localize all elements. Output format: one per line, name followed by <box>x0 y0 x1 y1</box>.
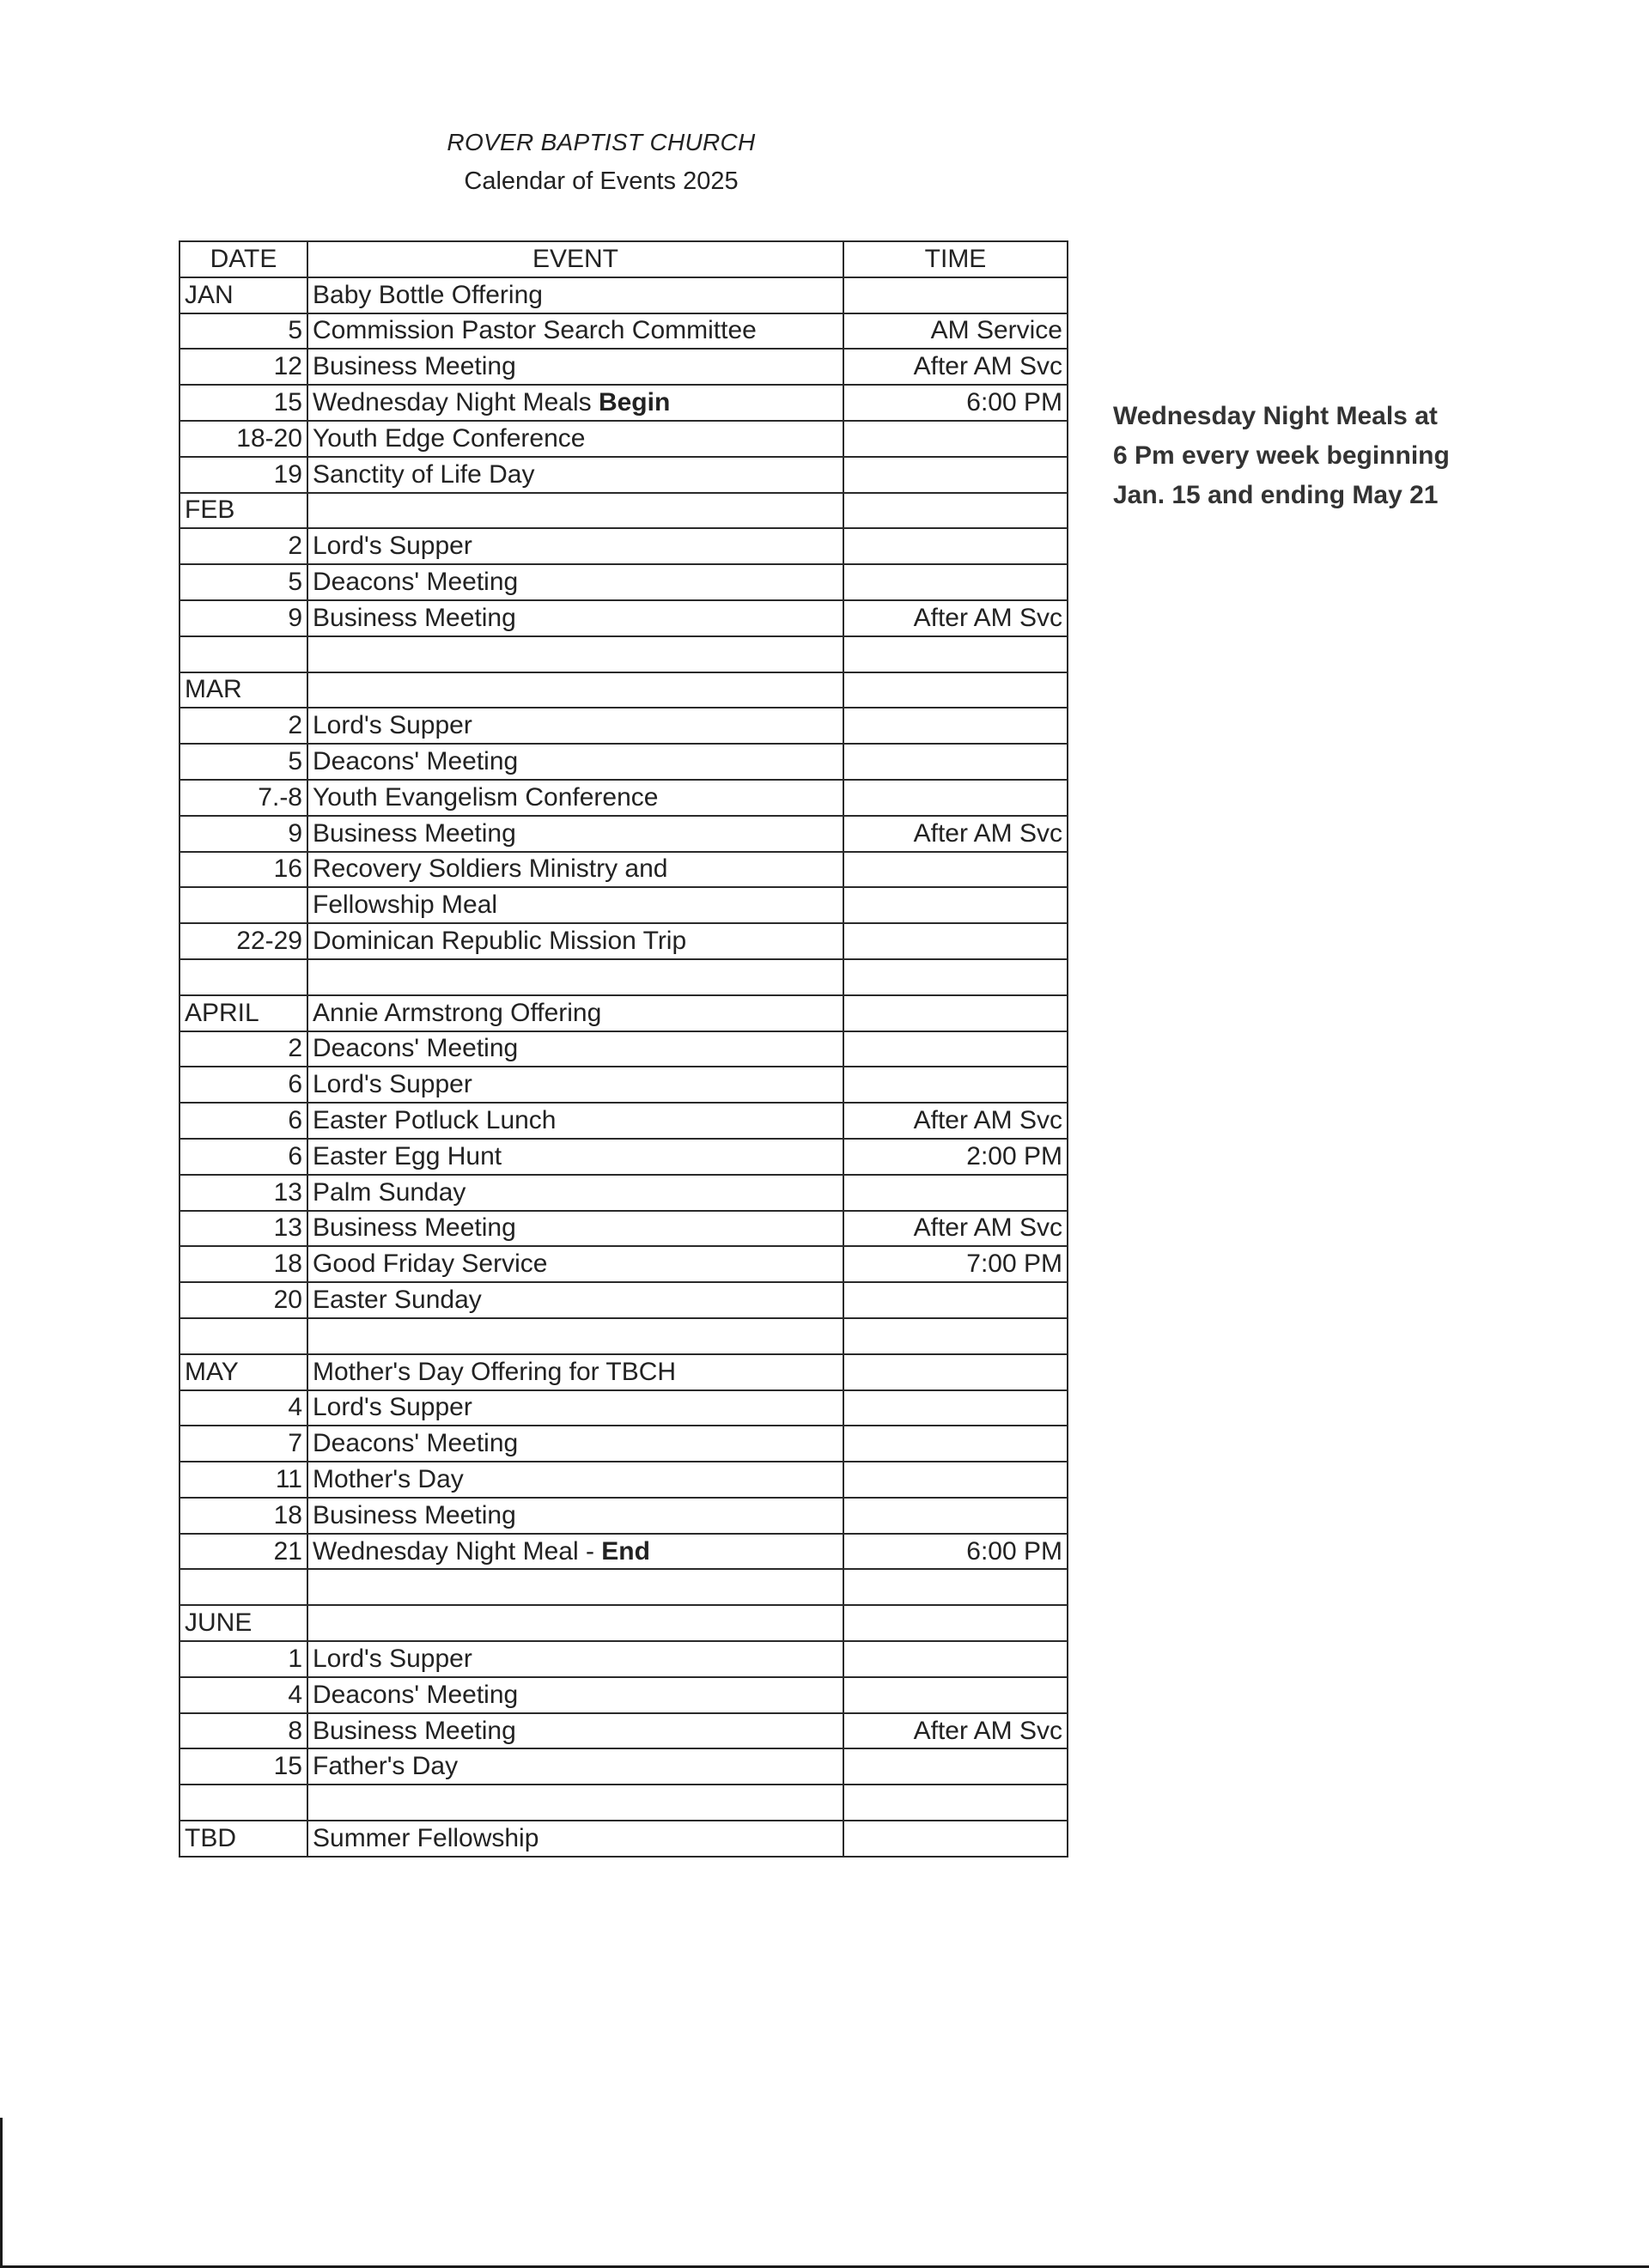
date-cell: TBD <box>180 1821 307 1857</box>
event-cell <box>307 1139 843 1175</box>
time-cell <box>843 1426 1068 1462</box>
date-cell: 16 <box>180 852 307 888</box>
time-cell <box>843 959 1068 995</box>
time-cell <box>843 1605 1068 1641</box>
event-text: Business Meeting <box>313 352 516 381</box>
event-cell <box>307 1211 843 1247</box>
note-line: Jan. 15 and ending May 21 <box>1113 481 1439 509</box>
event-cell <box>307 313 843 350</box>
event-cell <box>307 493 843 529</box>
table-row <box>180 887 1068 923</box>
table-row <box>180 959 1068 995</box>
event-text: Recovery Soldiers Ministry and <box>313 854 668 884</box>
event-cell <box>307 421 843 457</box>
date-cell <box>180 1318 307 1354</box>
event-cell <box>307 995 843 1031</box>
event-cell <box>307 1282 843 1318</box>
event-cell <box>307 816 843 852</box>
event-text: Mother's Day <box>313 1464 464 1493</box>
note-line: Wednesday Night Meals at <box>1113 402 1438 430</box>
time-cell <box>843 1031 1068 1067</box>
event-column-header: EVENT <box>307 241 843 277</box>
table-row <box>180 564 1068 600</box>
event-cell <box>307 1354 843 1390</box>
event-cell <box>307 600 843 636</box>
event-cell <box>307 852 843 888</box>
table-row <box>180 1426 1068 1462</box>
table-row <box>180 923 1068 959</box>
table-row <box>180 1067 1068 1103</box>
time-cell <box>843 1498 1068 1534</box>
date-cell: 18-20 <box>180 421 307 457</box>
event-text: Fellowship Meal <box>313 891 498 920</box>
event-text: Business Meeting <box>313 603 516 632</box>
event-text: Good Friday Service <box>313 1250 548 1279</box>
date-cell: 18 <box>180 1246 307 1282</box>
event-text: Easter Sunday <box>313 1286 482 1314</box>
event-cell <box>307 1534 843 1570</box>
event-text: Baby Bottle Offering <box>313 280 543 309</box>
date-cell: 4 <box>180 1390 307 1426</box>
event-text: Sanctity of Life Day <box>313 459 535 489</box>
time-cell <box>843 1748 1068 1785</box>
table-row <box>180 1821 1068 1857</box>
event-cell <box>307 1031 843 1067</box>
event-text: Easter Potluck Lunch <box>313 1106 557 1135</box>
date-cell <box>180 1785 307 1821</box>
time-column-header: TIME <box>843 241 1068 277</box>
event-text: Deacons' Meeting <box>313 1034 519 1063</box>
table-row <box>180 457 1068 493</box>
event-cell <box>307 1641 843 1677</box>
table-row <box>180 493 1068 529</box>
date-cell <box>180 1569 307 1605</box>
event-cell <box>307 1785 843 1821</box>
event-cell <box>307 1246 843 1282</box>
event-text: Lord's Supper <box>313 1644 472 1673</box>
event-text: Lord's Supper <box>313 1070 472 1099</box>
date-cell: 9 <box>180 600 307 636</box>
table-row <box>180 1139 1068 1175</box>
date-cell: 22-29 <box>180 923 307 959</box>
date-cell: 19 <box>180 457 307 493</box>
time-cell <box>843 995 1068 1031</box>
time-cell <box>843 564 1068 600</box>
event-cell <box>307 744 843 780</box>
time-cell: 7:00 PM <box>843 1246 1068 1282</box>
event-cell <box>307 1426 843 1462</box>
time-cell <box>843 421 1068 457</box>
date-cell: 1 <box>180 1641 307 1677</box>
event-cell <box>307 1748 843 1785</box>
time-cell <box>843 1641 1068 1677</box>
time-cell: After AM Svc <box>843 600 1068 636</box>
date-cell: 21 <box>180 1534 307 1570</box>
table-row <box>180 708 1068 744</box>
time-cell <box>843 457 1068 493</box>
table-row <box>180 1748 1068 1785</box>
time-cell: AM Service <box>843 313 1068 350</box>
date-cell <box>180 959 307 995</box>
date-cell: MAY <box>180 1354 307 1390</box>
event-cell <box>307 636 843 672</box>
time-cell <box>843 1354 1068 1390</box>
event-text: Deacons' Meeting <box>313 1680 519 1709</box>
event-text: Dominican Republic Mission Trip <box>313 927 687 956</box>
event-cell <box>307 1175 843 1211</box>
time-cell: 2:00 PM <box>843 1139 1068 1175</box>
date-cell: 5 <box>180 564 307 600</box>
date-cell: 4 <box>180 1677 307 1713</box>
time-cell <box>843 780 1068 816</box>
event-cell <box>307 708 843 744</box>
event-text: Business Meeting <box>313 1213 516 1243</box>
event-text: Lord's Supper <box>313 1393 472 1422</box>
time-cell <box>843 1785 1068 1821</box>
time-cell: After AM Svc <box>843 349 1068 385</box>
event-cell <box>307 959 843 995</box>
events-table-body <box>180 277 1068 1857</box>
date-cell: 6 <box>180 1139 307 1175</box>
event-cell <box>307 1605 843 1641</box>
table-header-row <box>180 241 1068 277</box>
event-cell <box>307 1067 843 1103</box>
event-emphasis: End <box>601 1536 650 1566</box>
time-cell <box>843 672 1068 708</box>
table-row <box>180 528 1068 564</box>
time-cell: After AM Svc <box>843 1713 1068 1749</box>
date-cell: 12 <box>180 349 307 385</box>
event-cell <box>307 349 843 385</box>
table-row <box>180 1605 1068 1641</box>
date-cell: FEB <box>180 493 307 529</box>
event-text: Deacons' Meeting <box>313 747 519 776</box>
date-cell: 6 <box>180 1067 307 1103</box>
event-text: Commission Pastor Search Committee <box>313 316 757 345</box>
event-text: Youth Edge Conference <box>313 423 586 453</box>
date-column-header: DATE <box>180 241 307 277</box>
date-cell: 5 <box>180 744 307 780</box>
date-cell: MAR <box>180 672 307 708</box>
time-cell <box>843 852 1068 888</box>
table-row <box>180 816 1068 852</box>
date-cell: 11 <box>180 1462 307 1498</box>
table-row <box>180 1390 1068 1426</box>
time-cell <box>843 636 1068 672</box>
table-row <box>180 744 1068 780</box>
time-cell: After AM Svc <box>843 1103 1068 1139</box>
time-cell: After AM Svc <box>843 1211 1068 1247</box>
event-cell <box>307 1569 843 1605</box>
table-row <box>180 349 1068 385</box>
event-text: Lord's Supper <box>313 532 472 561</box>
time-cell <box>843 923 1068 959</box>
table-row <box>180 852 1068 888</box>
time-cell <box>843 887 1068 923</box>
date-cell <box>180 887 307 923</box>
event-text: Easter Egg Hunt <box>313 1141 502 1170</box>
event-cell <box>307 277 843 313</box>
wednesday-meals-note <box>1113 397 1525 515</box>
time-cell: 6:00 PM <box>843 1534 1068 1570</box>
table-row <box>180 1318 1068 1354</box>
event-text: Business Meeting <box>313 818 516 848</box>
event-text: Lord's Supper <box>313 711 472 740</box>
date-cell: 5 <box>180 313 307 350</box>
event-cell <box>307 528 843 564</box>
time-cell <box>843 1390 1068 1426</box>
table-row <box>180 1103 1068 1139</box>
table-row <box>180 995 1068 1031</box>
event-cell <box>307 1677 843 1713</box>
event-cell <box>307 1821 843 1857</box>
table-row <box>180 1677 1068 1713</box>
time-cell <box>843 708 1068 744</box>
document-title: ROVER BAPTIST CHURCH <box>447 129 756 155</box>
date-cell: 15 <box>180 1748 307 1785</box>
event-cell <box>307 1318 843 1354</box>
event-cell <box>307 923 843 959</box>
table-row <box>180 1498 1068 1534</box>
event-cell <box>307 1462 843 1498</box>
time-cell <box>843 493 1068 529</box>
table-row <box>180 385 1068 421</box>
event-text: Deacons' Meeting <box>313 568 519 597</box>
date-cell: 2 <box>180 708 307 744</box>
document-subtitle: Calendar of Events 2025 <box>464 167 739 195</box>
time-cell <box>843 1569 1068 1605</box>
date-cell: JAN <box>180 277 307 313</box>
event-text: Business Meeting <box>313 1716 516 1745</box>
scan-edge-line <box>0 2118 3 2268</box>
event-cell <box>307 1498 843 1534</box>
date-cell: APRIL <box>180 995 307 1031</box>
time-cell <box>843 1821 1068 1857</box>
event-text: Palm Sunday <box>313 1177 466 1207</box>
events-table <box>179 240 1068 1858</box>
time-cell: 6:00 PM <box>843 385 1068 421</box>
event-emphasis: Begin <box>598 388 671 417</box>
table-row <box>180 672 1068 708</box>
event-text: Wednesday Night Meal - <box>313 1536 602 1566</box>
table-row <box>180 421 1068 457</box>
table-row <box>180 1534 1068 1570</box>
date-cell: 15 <box>180 385 307 421</box>
time-cell <box>843 1677 1068 1713</box>
event-text: Annie Armstrong Offering <box>313 998 602 1027</box>
table-row <box>180 780 1068 816</box>
event-text: Wednesday Night Meals <box>313 388 599 417</box>
event-cell <box>307 887 843 923</box>
time-cell <box>843 528 1068 564</box>
time-cell: After AM Svc <box>843 816 1068 852</box>
table-row <box>180 1785 1068 1821</box>
date-cell: 2 <box>180 528 307 564</box>
date-cell: 13 <box>180 1211 307 1247</box>
event-text: Youth Evangelism Conference <box>313 782 659 812</box>
date-cell: 13 <box>180 1175 307 1211</box>
table-row <box>180 1282 1068 1318</box>
date-cell: 6 <box>180 1103 307 1139</box>
event-text: Summer Fellowship <box>313 1823 539 1852</box>
table-row <box>180 277 1068 313</box>
event-text: Business Meeting <box>313 1500 516 1529</box>
date-cell: 2 <box>180 1031 307 1067</box>
date-cell <box>180 636 307 672</box>
note-line: 6 Pm every week beginning <box>1113 441 1450 470</box>
time-cell <box>843 1067 1068 1103</box>
table-row <box>180 1211 1068 1247</box>
event-cell <box>307 780 843 816</box>
date-cell: 18 <box>180 1498 307 1534</box>
event-text: Mother's Day Offering for TBCH <box>313 1357 677 1386</box>
time-cell <box>843 1282 1068 1318</box>
event-cell <box>307 1713 843 1749</box>
table-row <box>180 636 1068 672</box>
date-cell: 9 <box>180 816 307 852</box>
event-text: Deacons' Meeting <box>313 1429 519 1458</box>
time-cell <box>843 744 1068 780</box>
time-cell <box>843 1318 1068 1354</box>
date-cell: JUNE <box>180 1605 307 1641</box>
date-cell: 7 <box>180 1426 307 1462</box>
table-row <box>180 1354 1068 1390</box>
table-row <box>180 600 1068 636</box>
time-cell <box>843 1175 1068 1211</box>
date-cell: 20 <box>180 1282 307 1318</box>
event-text: Father's Day <box>313 1752 459 1781</box>
table-row <box>180 1175 1068 1211</box>
time-cell <box>843 1462 1068 1498</box>
date-cell: 7.-8 <box>180 780 307 816</box>
time-cell <box>843 277 1068 313</box>
table-row <box>180 1246 1068 1282</box>
event-cell <box>307 672 843 708</box>
event-cell <box>307 457 843 493</box>
table-row <box>180 1641 1068 1677</box>
table-row <box>180 1713 1068 1749</box>
event-cell <box>307 1103 843 1139</box>
event-cell <box>307 1390 843 1426</box>
event-cell <box>307 564 843 600</box>
table-row <box>180 1462 1068 1498</box>
table-row <box>180 1569 1068 1605</box>
table-row <box>180 1031 1068 1067</box>
date-cell: 8 <box>180 1713 307 1749</box>
event-cell <box>307 385 843 421</box>
table-row <box>180 313 1068 350</box>
